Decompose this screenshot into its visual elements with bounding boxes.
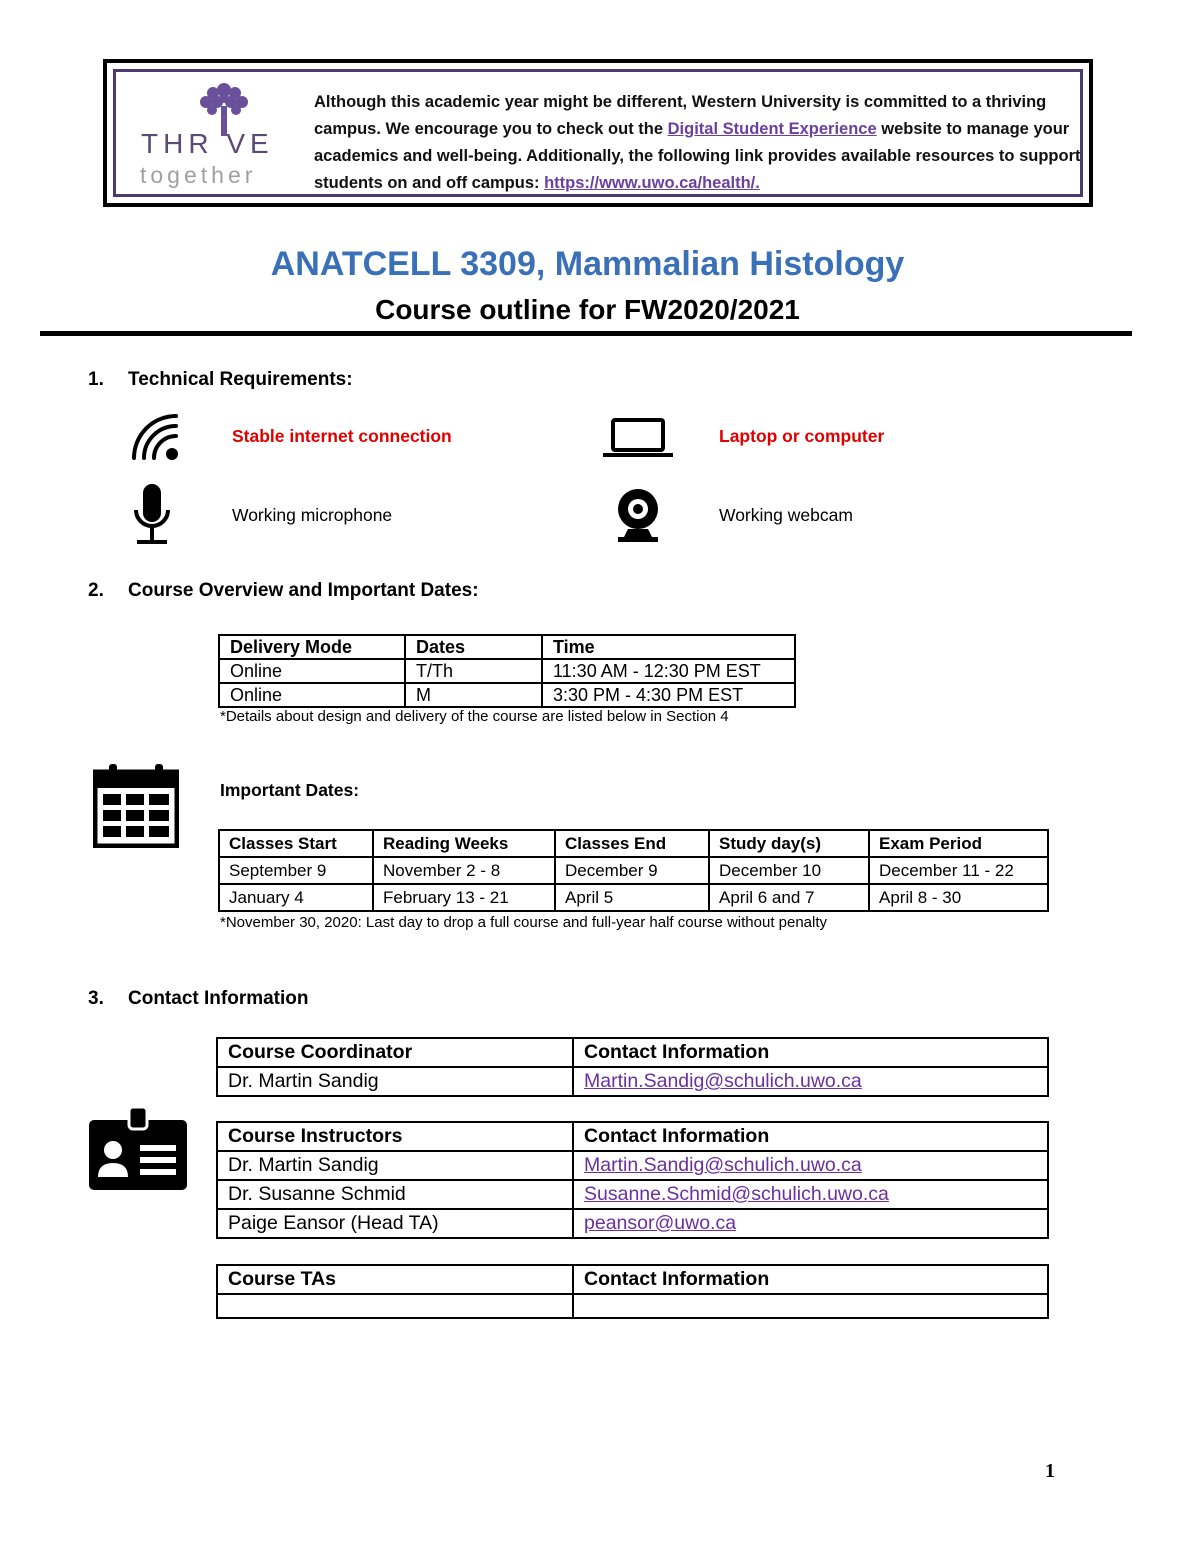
table-cell	[573, 1294, 1048, 1318]
uwo-health-link[interactable]: https://www.uwo.ca/health/.	[544, 174, 760, 192]
table-cell	[573, 1151, 1048, 1180]
logo-together-text: together	[140, 162, 257, 188]
table-header-cell: Contact Information	[573, 1265, 1048, 1294]
section-2-number: 2.	[88, 580, 104, 601]
table-header-cell: Contact Information	[573, 1038, 1048, 1067]
req-webcam-label: Working webcam	[719, 505, 853, 525]
table-row	[219, 683, 795, 707]
table-row	[217, 1209, 1048, 1238]
table-cell: January 4	[219, 884, 373, 911]
section-1-title: Technical Requirements:	[128, 369, 353, 390]
table-header-cell: Course Instructors	[217, 1122, 573, 1151]
instructors-table	[216, 1121, 1049, 1239]
table-header-cell: Delivery Mode	[219, 635, 405, 659]
logo-thrive-text: THR VE	[141, 128, 274, 159]
delivery-note: *Details about design and delivery of the course are listed below in Section 4	[220, 708, 729, 725]
table-cell	[573, 1067, 1048, 1096]
banner-text-part-1: Although this academic year might be different, Western University is committed to a thriving campus. We encourage you to check out the	[314, 93, 1047, 138]
table-header-row	[219, 635, 795, 659]
table-row	[217, 1067, 1048, 1096]
table-header-row	[217, 1038, 1048, 1067]
table-cell: 11:30 AM - 12:30 PM EST	[542, 659, 795, 683]
banner-message	[314, 89, 1084, 197]
table-row	[219, 659, 795, 683]
table-cell: September 9	[219, 857, 373, 884]
table-cell: April 8 - 30	[869, 884, 1048, 911]
id-card-icon	[88, 1105, 188, 1191]
important-dates-table	[218, 829, 1049, 912]
webcam-icon	[614, 485, 662, 543]
table-cell	[217, 1294, 573, 1318]
delivery-table	[218, 634, 796, 708]
section-3-heading	[88, 988, 309, 1010]
table-header-row	[217, 1122, 1048, 1151]
table-header-row	[217, 1265, 1048, 1294]
table-cell: Online	[219, 659, 405, 683]
table-header-cell: Dates	[405, 635, 542, 659]
email-link[interactable]: peansor@uwo.ca	[584, 1212, 737, 1234]
table-cell: Dr. Martin Sandig	[217, 1067, 573, 1096]
banner-text-part-2: website to manage your academics and well-being. Additionally, the following link provides available resources to support students on and off campus:	[314, 120, 1081, 192]
table-header-cell: Time	[542, 635, 795, 659]
coordinator-table	[216, 1037, 1049, 1097]
section-3-number: 3.	[88, 988, 104, 1009]
table-cell: Dr. Susanne Schmid	[217, 1180, 573, 1209]
banner-inner-frame	[113, 69, 1083, 197]
digital-student-experience-link[interactable]: Digital Student Experience	[667, 120, 877, 138]
table-header-cell: Exam Period	[869, 830, 1048, 857]
table-cell: November 2 - 8	[373, 857, 555, 884]
table-header-cell: Reading Weeks	[373, 830, 555, 857]
microphone-icon	[133, 482, 171, 546]
table-header-cell: Classes End	[555, 830, 709, 857]
table-header-cell: Course Coordinator	[217, 1038, 573, 1067]
table-row	[219, 884, 1048, 911]
table-cell: Online	[219, 683, 405, 707]
laptop-icon	[602, 417, 674, 459]
table-cell: December 10	[709, 857, 869, 884]
email-link[interactable]: Martin.Sandig@schulich.uwo.ca	[584, 1154, 862, 1176]
table-header-cell: Classes Start	[219, 830, 373, 857]
section-3-title: Contact Information	[128, 988, 309, 1009]
title-divider	[40, 331, 1132, 336]
table-cell: December 9	[555, 857, 709, 884]
calendar-icon	[93, 762, 179, 848]
table-header-cell: Contact Information	[573, 1122, 1048, 1151]
table-cell: M	[405, 683, 542, 707]
table-cell: April 5	[555, 884, 709, 911]
thrive-banner	[103, 59, 1093, 207]
table-row	[219, 857, 1048, 884]
table-cell: Paige Eansor (Head TA)	[217, 1209, 573, 1238]
section-2-heading	[88, 580, 479, 602]
table-row	[217, 1180, 1048, 1209]
section-2-title: Course Overview and Important Dates:	[128, 580, 479, 601]
req-microphone-label: Working microphone	[232, 505, 393, 525]
wifi-icon	[128, 410, 184, 462]
table-cell: February 13 - 21	[373, 884, 555, 911]
table-cell: T/Th	[405, 659, 542, 683]
table-cell	[573, 1209, 1048, 1238]
table-cell: 3:30 PM - 4:30 PM EST	[542, 683, 795, 707]
section-1-heading	[88, 369, 353, 391]
table-cell	[573, 1180, 1048, 1209]
req-laptop-label: Laptop or computer	[719, 426, 885, 446]
table-cell: April 6 and 7	[709, 884, 869, 911]
table-cell: Dr. Martin Sandig	[217, 1151, 573, 1180]
table-header-cell: Study day(s)	[709, 830, 869, 857]
table-header-row	[219, 830, 1048, 857]
req-internet-label: Stable internet connection	[232, 426, 452, 446]
table-header-cell: Course TAs	[217, 1265, 573, 1294]
important-dates-heading: Important Dates:	[220, 780, 360, 800]
table-row	[217, 1294, 1048, 1318]
page-number: 1	[1045, 1460, 1055, 1482]
drop-deadline-note: *November 30, 2020: Last day to drop a full course and full-year half course without penalty	[220, 914, 828, 931]
section-1-number: 1.	[88, 369, 104, 390]
table-row	[217, 1151, 1048, 1180]
tas-table	[216, 1264, 1049, 1319]
email-link[interactable]: Susanne.Schmid@schulich.uwo.ca	[584, 1183, 889, 1205]
email-link[interactable]: Martin.Sandig@schulich.uwo.ca	[584, 1070, 862, 1092]
course-subtitle: Course outline for FW2020/2021	[375, 294, 800, 325]
table-cell: December 11 - 22	[869, 857, 1048, 884]
course-title: ANATCELL 3309, Mammalian Histology	[270, 245, 905, 283]
